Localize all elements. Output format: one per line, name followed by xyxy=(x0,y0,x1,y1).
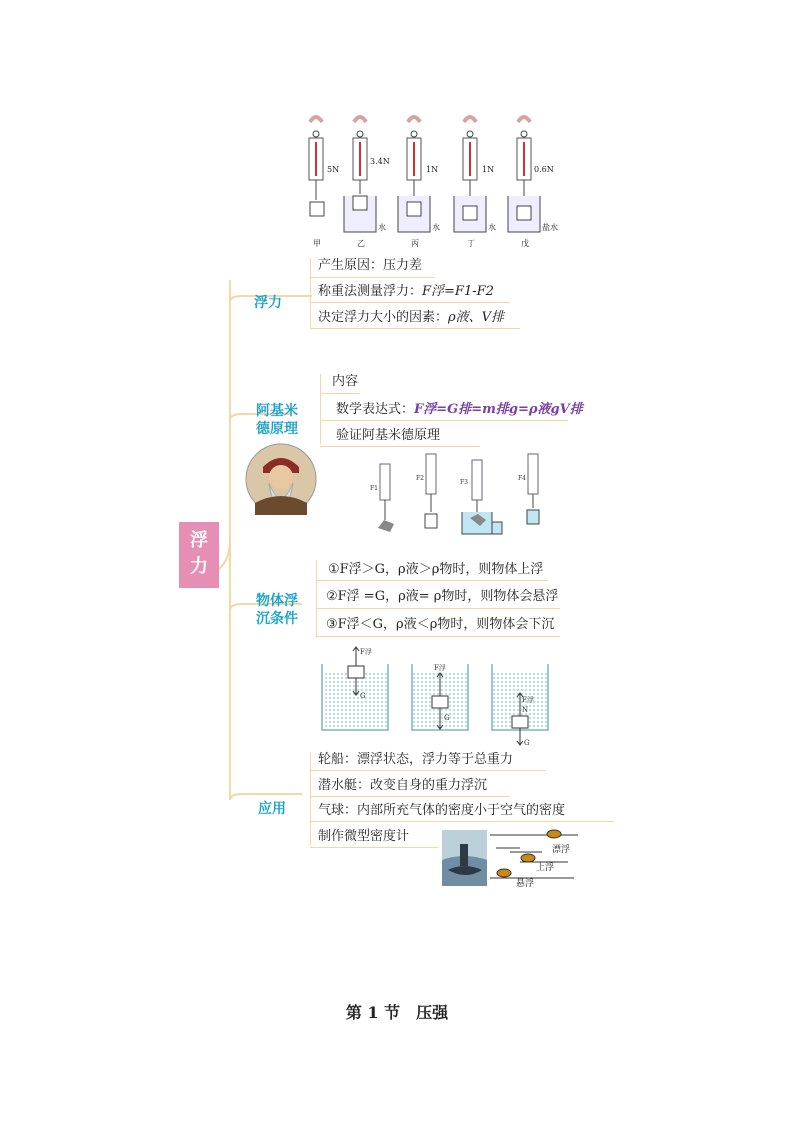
leaf-cause: 产生原因：压力差 xyxy=(318,258,423,273)
reading-ding: 1N xyxy=(482,165,495,174)
label-yi: 乙 xyxy=(357,239,365,248)
leaf-submarine: 潜水艇：改变自身的重力浮沉 xyxy=(318,778,488,793)
leaf-factors: 决定浮力大小的因素：ρ液、V排 xyxy=(318,310,505,325)
archimedes-portrait xyxy=(245,443,317,515)
center-label: 浮力 xyxy=(190,530,208,577)
liquid-wu: 盐水 xyxy=(542,223,558,232)
spring-scale-bing xyxy=(398,117,430,232)
leaf-verify: 验证阿基米德原理 xyxy=(336,428,441,443)
verify-label-1: F1 xyxy=(370,485,378,492)
verify-label-2: F2 xyxy=(416,475,424,482)
state-float: 漂浮 xyxy=(552,845,571,855)
leaf-hydrometer: 制作微型密度计 xyxy=(318,829,410,844)
label-ding: 丁 xyxy=(467,239,475,248)
beaker-suspend xyxy=(412,664,468,730)
spring-scale-yi xyxy=(344,117,376,232)
state-rise: 上浮 xyxy=(536,863,555,873)
liquid-bing: 水 xyxy=(432,223,440,232)
float-sink-figure xyxy=(320,644,560,748)
beaker-sink xyxy=(492,664,548,745)
leaf-balloon: 气球：内部所充气体的密度小于空气的密度 xyxy=(318,803,566,818)
leaf-weigh-method: 称重法测量浮力：F浮=F1-F2 xyxy=(318,284,494,299)
state-suspend: 悬浮 xyxy=(516,879,535,888)
branch-sinkfloat-title: 物体浮 沉条件 xyxy=(256,593,298,627)
section-title: 第 1 节 压强 xyxy=(345,1003,449,1022)
force-label-4: G xyxy=(444,714,450,722)
spring-scale-wu xyxy=(508,117,540,232)
leaf-ship: 轮船：漂浮状态，浮力等于总重力 xyxy=(318,752,514,767)
force-label-5: F浮 xyxy=(522,696,534,704)
liquid-yi: 水 xyxy=(378,223,386,232)
leaf-rise: ①F浮＞G，ρ液＞ρ物时，则物体上浮 xyxy=(328,562,544,577)
spring-scale-ding xyxy=(454,117,486,232)
force-label-3: F浮 xyxy=(434,664,446,672)
force-label-1: F浮 xyxy=(360,648,372,656)
leaf-suspend: ②F浮 =G，ρ液= ρ物时，则物体会悬浮 xyxy=(326,589,559,604)
branch-application-title: 应用 xyxy=(258,801,286,817)
label-bing: 丙 xyxy=(411,239,419,248)
submarine-states xyxy=(490,828,580,888)
reading-bing: 1N xyxy=(426,165,439,174)
verification-figure xyxy=(366,450,556,538)
verify-label-3: F3 xyxy=(460,479,468,486)
leaf-expression: 数学表达式：F浮=G排=m排g=ρ液gV排 xyxy=(336,402,583,417)
verify-scale-1 xyxy=(378,464,394,532)
submarine-photo xyxy=(442,830,487,886)
center-node xyxy=(179,522,219,588)
liquid-ding: 水 xyxy=(488,223,496,232)
leaf-content: 内容 xyxy=(332,374,359,389)
archimedes-formula: F浮=G排=m排g=ρ液gV排 xyxy=(414,402,583,417)
reading-wu: 0.6N xyxy=(534,165,554,174)
reading-yi: 3.4N xyxy=(370,157,390,166)
label-wu: 戊 xyxy=(521,239,529,248)
spring-scale-jia xyxy=(309,117,324,216)
force-label-2: G xyxy=(360,692,366,700)
force-label-7: G xyxy=(524,739,530,747)
force-label-6: N xyxy=(522,706,529,714)
verify-scale-3 xyxy=(462,460,502,534)
leaf-sink: ③F浮＜G，ρ液＜ρ物时，则物体会下沉 xyxy=(326,617,555,632)
verify-scale-4 xyxy=(527,454,539,524)
branch-buoyancy-title: 浮力 xyxy=(254,295,282,311)
verify-label-4: F4 xyxy=(518,475,526,482)
verify-scale-2 xyxy=(425,454,437,528)
reading-jia: 5N xyxy=(327,165,340,174)
label-jia: 甲 xyxy=(313,239,321,248)
beaker-float xyxy=(322,647,388,730)
factors-text: ρ液、V排 xyxy=(448,310,505,325)
branch-archimedes-title: 阿基米 德原理 xyxy=(256,403,298,437)
formula-weigh: F浮=F1-F2 xyxy=(422,284,494,299)
